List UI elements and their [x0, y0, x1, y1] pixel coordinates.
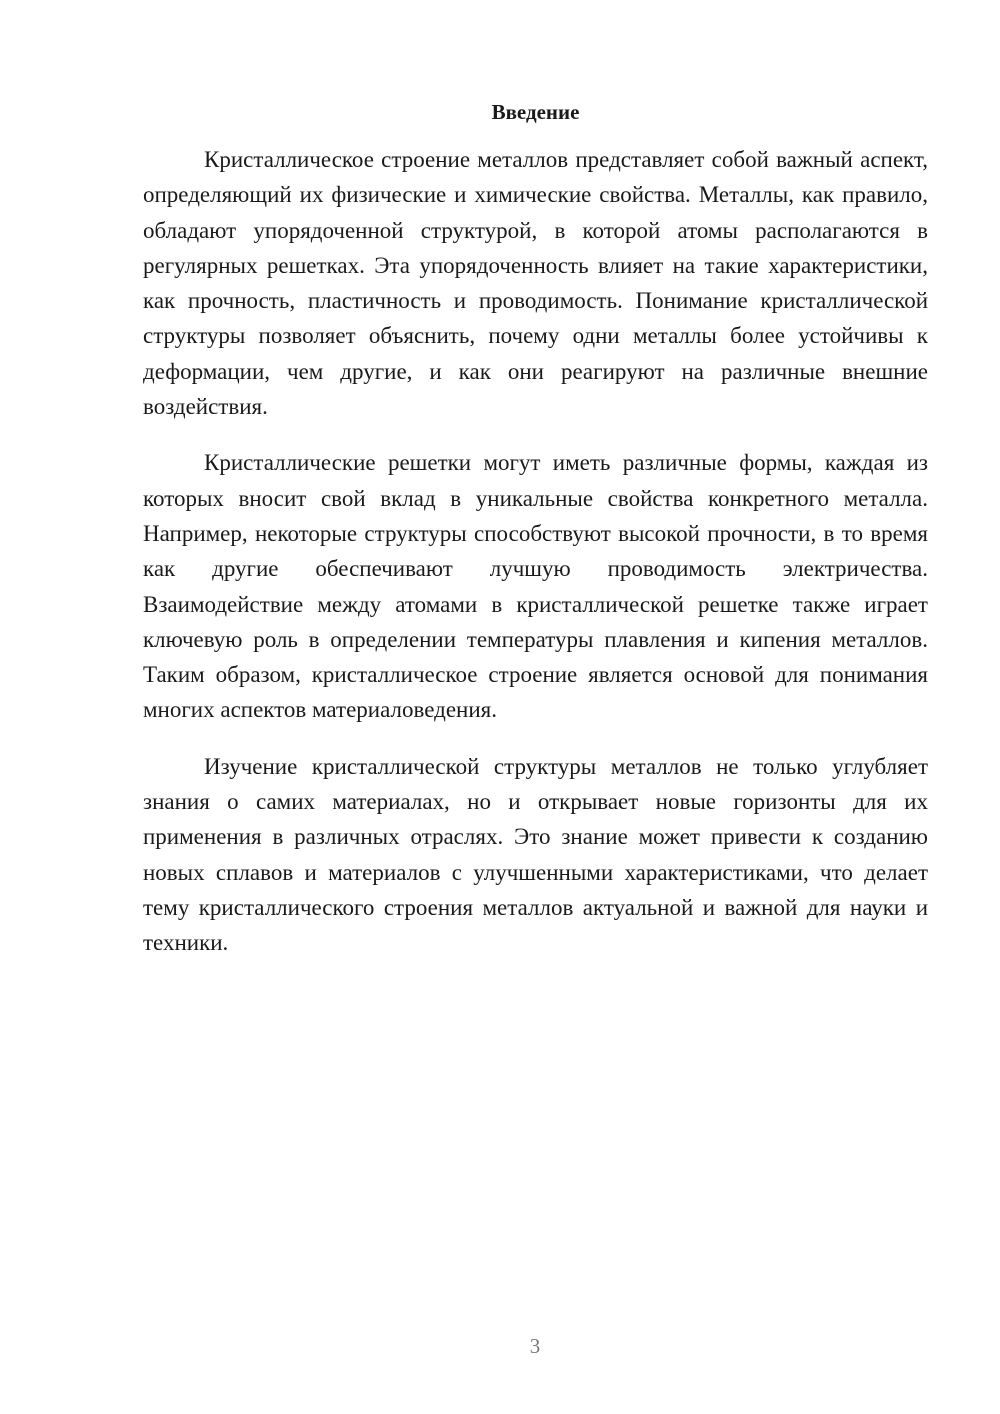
section-title: Введение — [491, 100, 580, 124]
page-number: 3 — [529, 1334, 541, 1358]
document-body — [143, 142, 928, 961]
paragraph-3: Изучение кристаллической структуры металлов не только углубляет знания о самих материалах, но и открывает новые горизонты для их применения в различных отраслях. Это знание может привести к созданию новых сплавов и материалов с улучшенными характеристиками, что делает тему кристаллического строения металлов актуальной и важной для науки и техники. — [143, 753, 928, 956]
paragraph-2: Кристаллические решетки могут иметь различные формы, каждая из которых вносит свой вклад в уникальные свойства конкретного металла. Например, некоторые структуры способствуют высокой прочности, в то время как другие обеспечивают лучшую проводимость электричества. Взаимодействие между атомами в кристаллической решетке также играет ключевую роль в определении температуры плавления и кипения металлов. Таким образом, кристаллическое строение является основой для понимания многих аспектов материаловедения. — [143, 450, 928, 723]
paragraph-1: Кристаллическое строение металлов представляет собой важный аспект, определяющий их физические и химические свойства. Металлы, как правило, обладают упорядоченной структурой, в которой атомы располагаются в регулярных решетках. Эта упорядоченность влияет на такие характеристики, как прочность, пластичность и проводимость. Понимание кристаллической структуры позволяет объяснить, почему одни металлы более устойчивы к деформации, чем другие, и как они реагируют на различные внешние воздействия. — [143, 147, 928, 420]
